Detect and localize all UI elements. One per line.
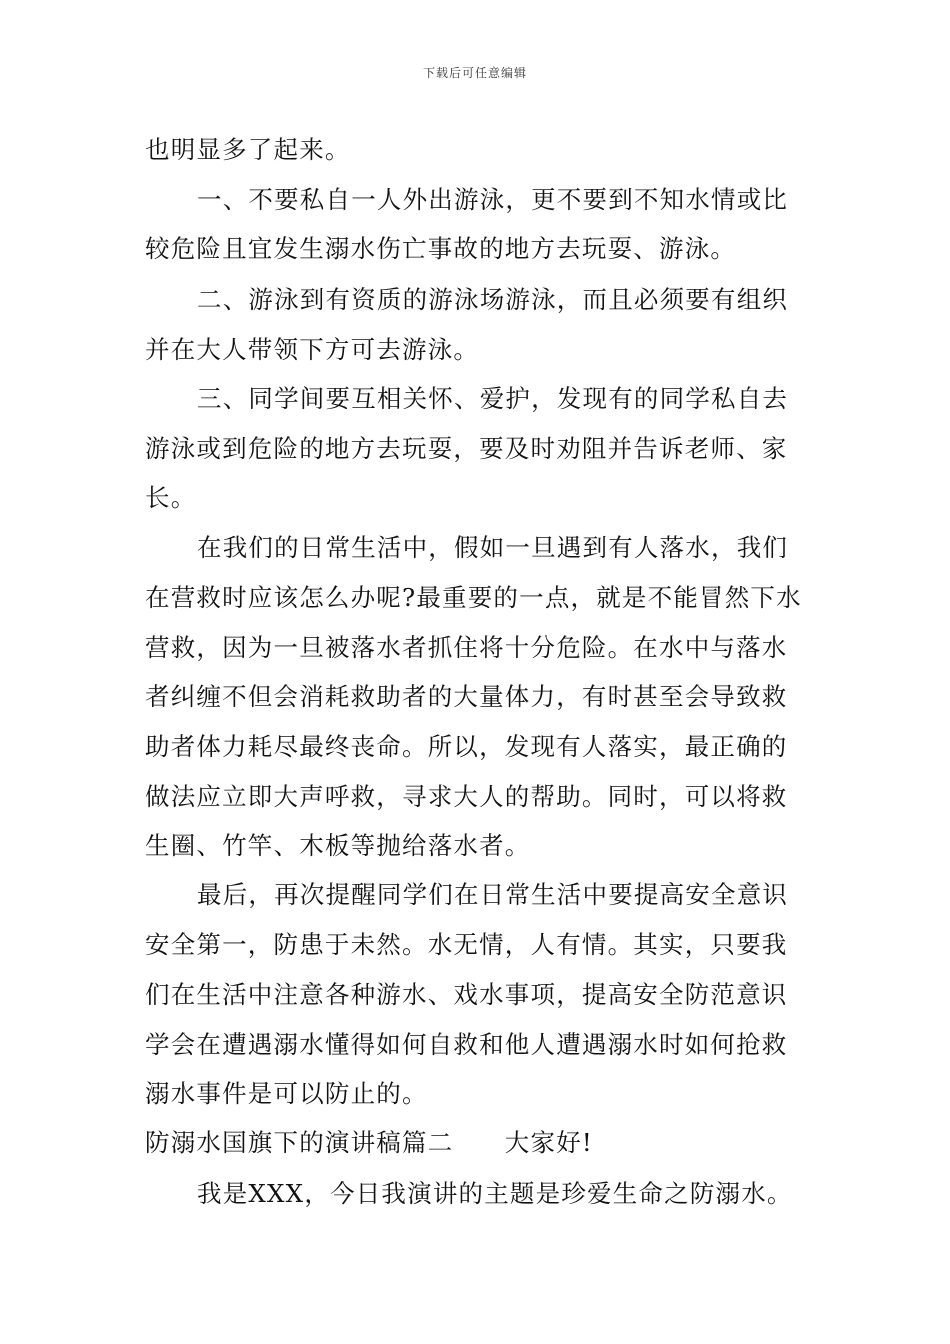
text-line: 游泳或到危险的地方去玩耍，要及时劝阻并告诉老师、家 — [145, 434, 788, 463]
text-line: 在营救时应该怎么办呢?最重要的一点，就是不能冒然下水 — [145, 583, 802, 612]
text-line: 在我们的日常生活中，假如一旦遇到有人落水，我们 — [197, 533, 789, 562]
text-line: 三、同学间要互相关怀、爱护，发现有的同学私自去 — [197, 384, 789, 413]
page-header: 下载后可任意编辑 — [422, 66, 527, 80]
text-line: 安全第一，防患于未然。水无情，人有情。其实，只要我 — [145, 930, 788, 959]
text-line: 我是XXX，今日我演讲的主题是珍爱生命之防溺水。 — [197, 1179, 793, 1208]
section-heading: 防溺水国旗下的演讲稿篇二 大家好! — [145, 1128, 593, 1157]
text-line: 也明显多了起来。 — [145, 135, 351, 164]
text-line: 最后，再次提醒同学们在日常生活中要提高安全意识 — [197, 880, 789, 909]
text-line: 者纠缠不但会消耗救助者的大量体力，有时甚至会导致救 — [145, 682, 788, 711]
text-line: 并在大人带领下方可去游泳。 — [145, 335, 480, 364]
text-line: 学会在遭遇溺水懂得如何自救和他人遭遇溺水时如何抢救 — [145, 1030, 788, 1059]
text-line: 助者体力耗尽最终丧命。所以，发现有人落实，最正确的 — [145, 732, 788, 761]
text-line: 们在生活中注意各种游水、戏水事项，提高安全防范意识 — [145, 980, 788, 1009]
text-line: 长。 — [145, 483, 197, 512]
text-line: 生圈、竹竿、木板等抛给落水者。 — [145, 831, 531, 860]
text-line: 较危险且宜发生溺水伤亡事故的地方去玩耍、游泳。 — [145, 234, 737, 263]
text-line: 溺水事件是可以防止的。 — [145, 1079, 428, 1108]
text-line: 二、游泳到有资质的游泳场游泳，而且必须要有组织 — [197, 285, 789, 314]
text-line: 一、不要私自一人外出游泳，更不要到不知水情或比 — [197, 185, 789, 214]
text-line: 营救，因为一旦被落水者抓住将十分危险。在水中与落水 — [145, 633, 788, 662]
text-line: 做法应立即大声呼救，寻求大人的帮助。同时，可以将救 — [145, 782, 788, 811]
